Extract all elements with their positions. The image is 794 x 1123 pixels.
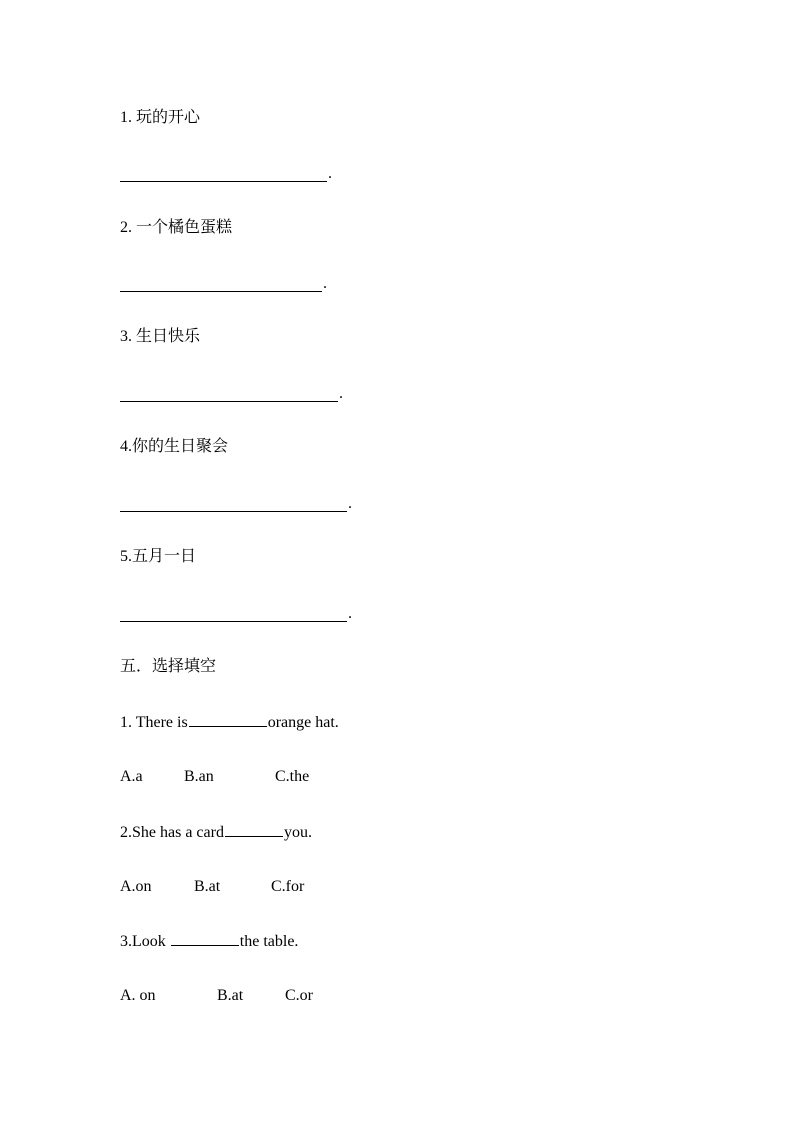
item-1-prompt: 1. 玩的开心 — [120, 109, 201, 126]
question-3-text-after: the table. — [239, 933, 299, 950]
answer-underline — [120, 385, 338, 402]
answer-underline — [120, 165, 327, 182]
item-1-answer-blank[interactable] — [120, 162, 332, 182]
question-3-option-c[interactable]: C.or — [285, 987, 313, 1004]
item-5-answer-blank[interactable] — [120, 602, 352, 622]
question-1-option-a[interactable]: A.a — [120, 768, 143, 785]
item-5-prompt: 5.五月一日 — [120, 548, 197, 565]
question-1 — [120, 712, 339, 733]
question-3-option-b[interactable]: B.at — [217, 987, 244, 1004]
answer-period: . — [323, 275, 327, 292]
question-2-option-a[interactable]: A.on — [120, 878, 152, 895]
question-2-option-c[interactable]: C.for — [271, 878, 305, 895]
question-1-text-after: orange hat. — [267, 714, 339, 731]
question-1-blank[interactable] — [189, 712, 267, 727]
question-3-option-a[interactable]: A. on — [120, 987, 156, 1004]
item-3-prompt: 3. 生日快乐 — [120, 328, 201, 345]
question-3-blank[interactable] — [171, 931, 239, 946]
answer-period: . — [339, 385, 343, 402]
answer-period: . — [328, 165, 332, 182]
item-2-answer-blank[interactable] — [120, 272, 327, 292]
answer-underline — [120, 275, 322, 292]
item-3-answer-blank[interactable] — [120, 382, 343, 402]
answer-period: . — [348, 605, 352, 622]
answer-underline — [120, 495, 347, 512]
question-2-text-before: 2.She has a card — [120, 824, 224, 841]
question-2 — [120, 822, 312, 843]
question-3 — [120, 931, 298, 952]
answer-underline — [120, 605, 347, 622]
answer-period: . — [348, 495, 352, 512]
item-4-answer-blank[interactable] — [120, 492, 352, 512]
question-2-blank[interactable] — [225, 822, 283, 837]
question-2-option-b[interactable]: B.at — [194, 878, 221, 895]
question-1-option-c[interactable]: C.the — [275, 768, 310, 785]
question-3-text-before: 3.Look — [120, 933, 170, 950]
item-4-prompt: 4.你的生日聚会 — [120, 438, 229, 455]
item-2-prompt: 2. 一个橘色蛋糕 — [120, 219, 233, 236]
section-five-heading: 五．选择填空 — [120, 658, 217, 675]
question-2-text-after: you. — [283, 824, 312, 841]
question-1-text-before: 1. There is — [120, 714, 188, 731]
question-1-option-b[interactable]: B.an — [184, 768, 214, 785]
